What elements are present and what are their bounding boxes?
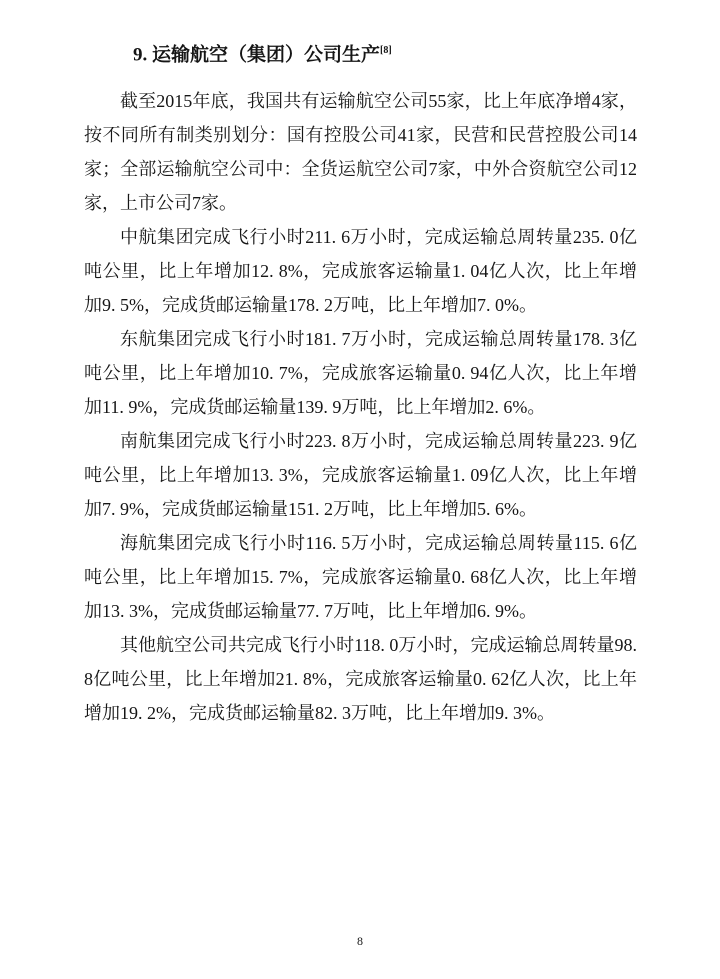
page-content [84, 36, 637, 730]
section-body [84, 84, 637, 730]
footnote-superscript: [8] [380, 45, 392, 56]
body-paragraph: 其他航空公司共完成飞行小时118. 0万小时，完成运输总周转量98. 8亿吨公里，比上年增加21. 8%，完成旅客运输量0. 62亿人次，比上年增加19. 2%，完成货邮运输量82. 3万吨，比上年增加9. 3%。 [84, 635, 637, 724]
body-paragraph: 海航集团完成飞行小时116. 5万小时，完成运输总周转量115. 6亿吨公里，比上年增加15. 7%，完成旅客运输量0. 68亿人次，比上年增加13. 3%，完成货邮运输量77. 7万吨，比上年增加6. 9%。 [84, 533, 637, 622]
page-number: 8 [357, 934, 363, 948]
body-paragraph: 南航集团完成飞行小时223. 8万小时，完成运输总周转量223. 9亿吨公里，比上年增加13. 3%，完成旅客运输量1. 09亿人次，比上年增加7. 9%，完成货邮运输量151. 2万吨，比上年增加5. 6%。 [84, 431, 637, 520]
section-heading [84, 36, 637, 70]
section-heading-text: 9. 运输航空（集团）公司生产 [133, 44, 381, 66]
body-paragraph: 截至2015年底，我国共有运输航空公司55家，比上年底净增4家，按不同所有制类别划分：国有控股公司41家，民营和民营控股公司14家；全部运输航空公司中：全货运航空公司7家，中外合资航空公司12家，上市公司7家。 [84, 91, 637, 214]
body-paragraph: 东航集团完成飞行小时181. 7万小时，完成运输总周转量178. 3亿吨公里，比上年增加10. 7%，完成旅客运输量0. 94亿人次，比上年增加11. 9%，完成货邮运输量139. 9万吨，比上年增加2. 6%。 [84, 329, 637, 418]
body-paragraph: 中航集团完成飞行小时211. 6万小时，完成运输总周转量235. 0亿吨公里，比上年增加12. 8%，完成旅客运输量1. 04亿人次，比上年增加9. 5%，完成货邮运输量178. 2万吨，比上年增加7. 0%。 [84, 227, 637, 316]
